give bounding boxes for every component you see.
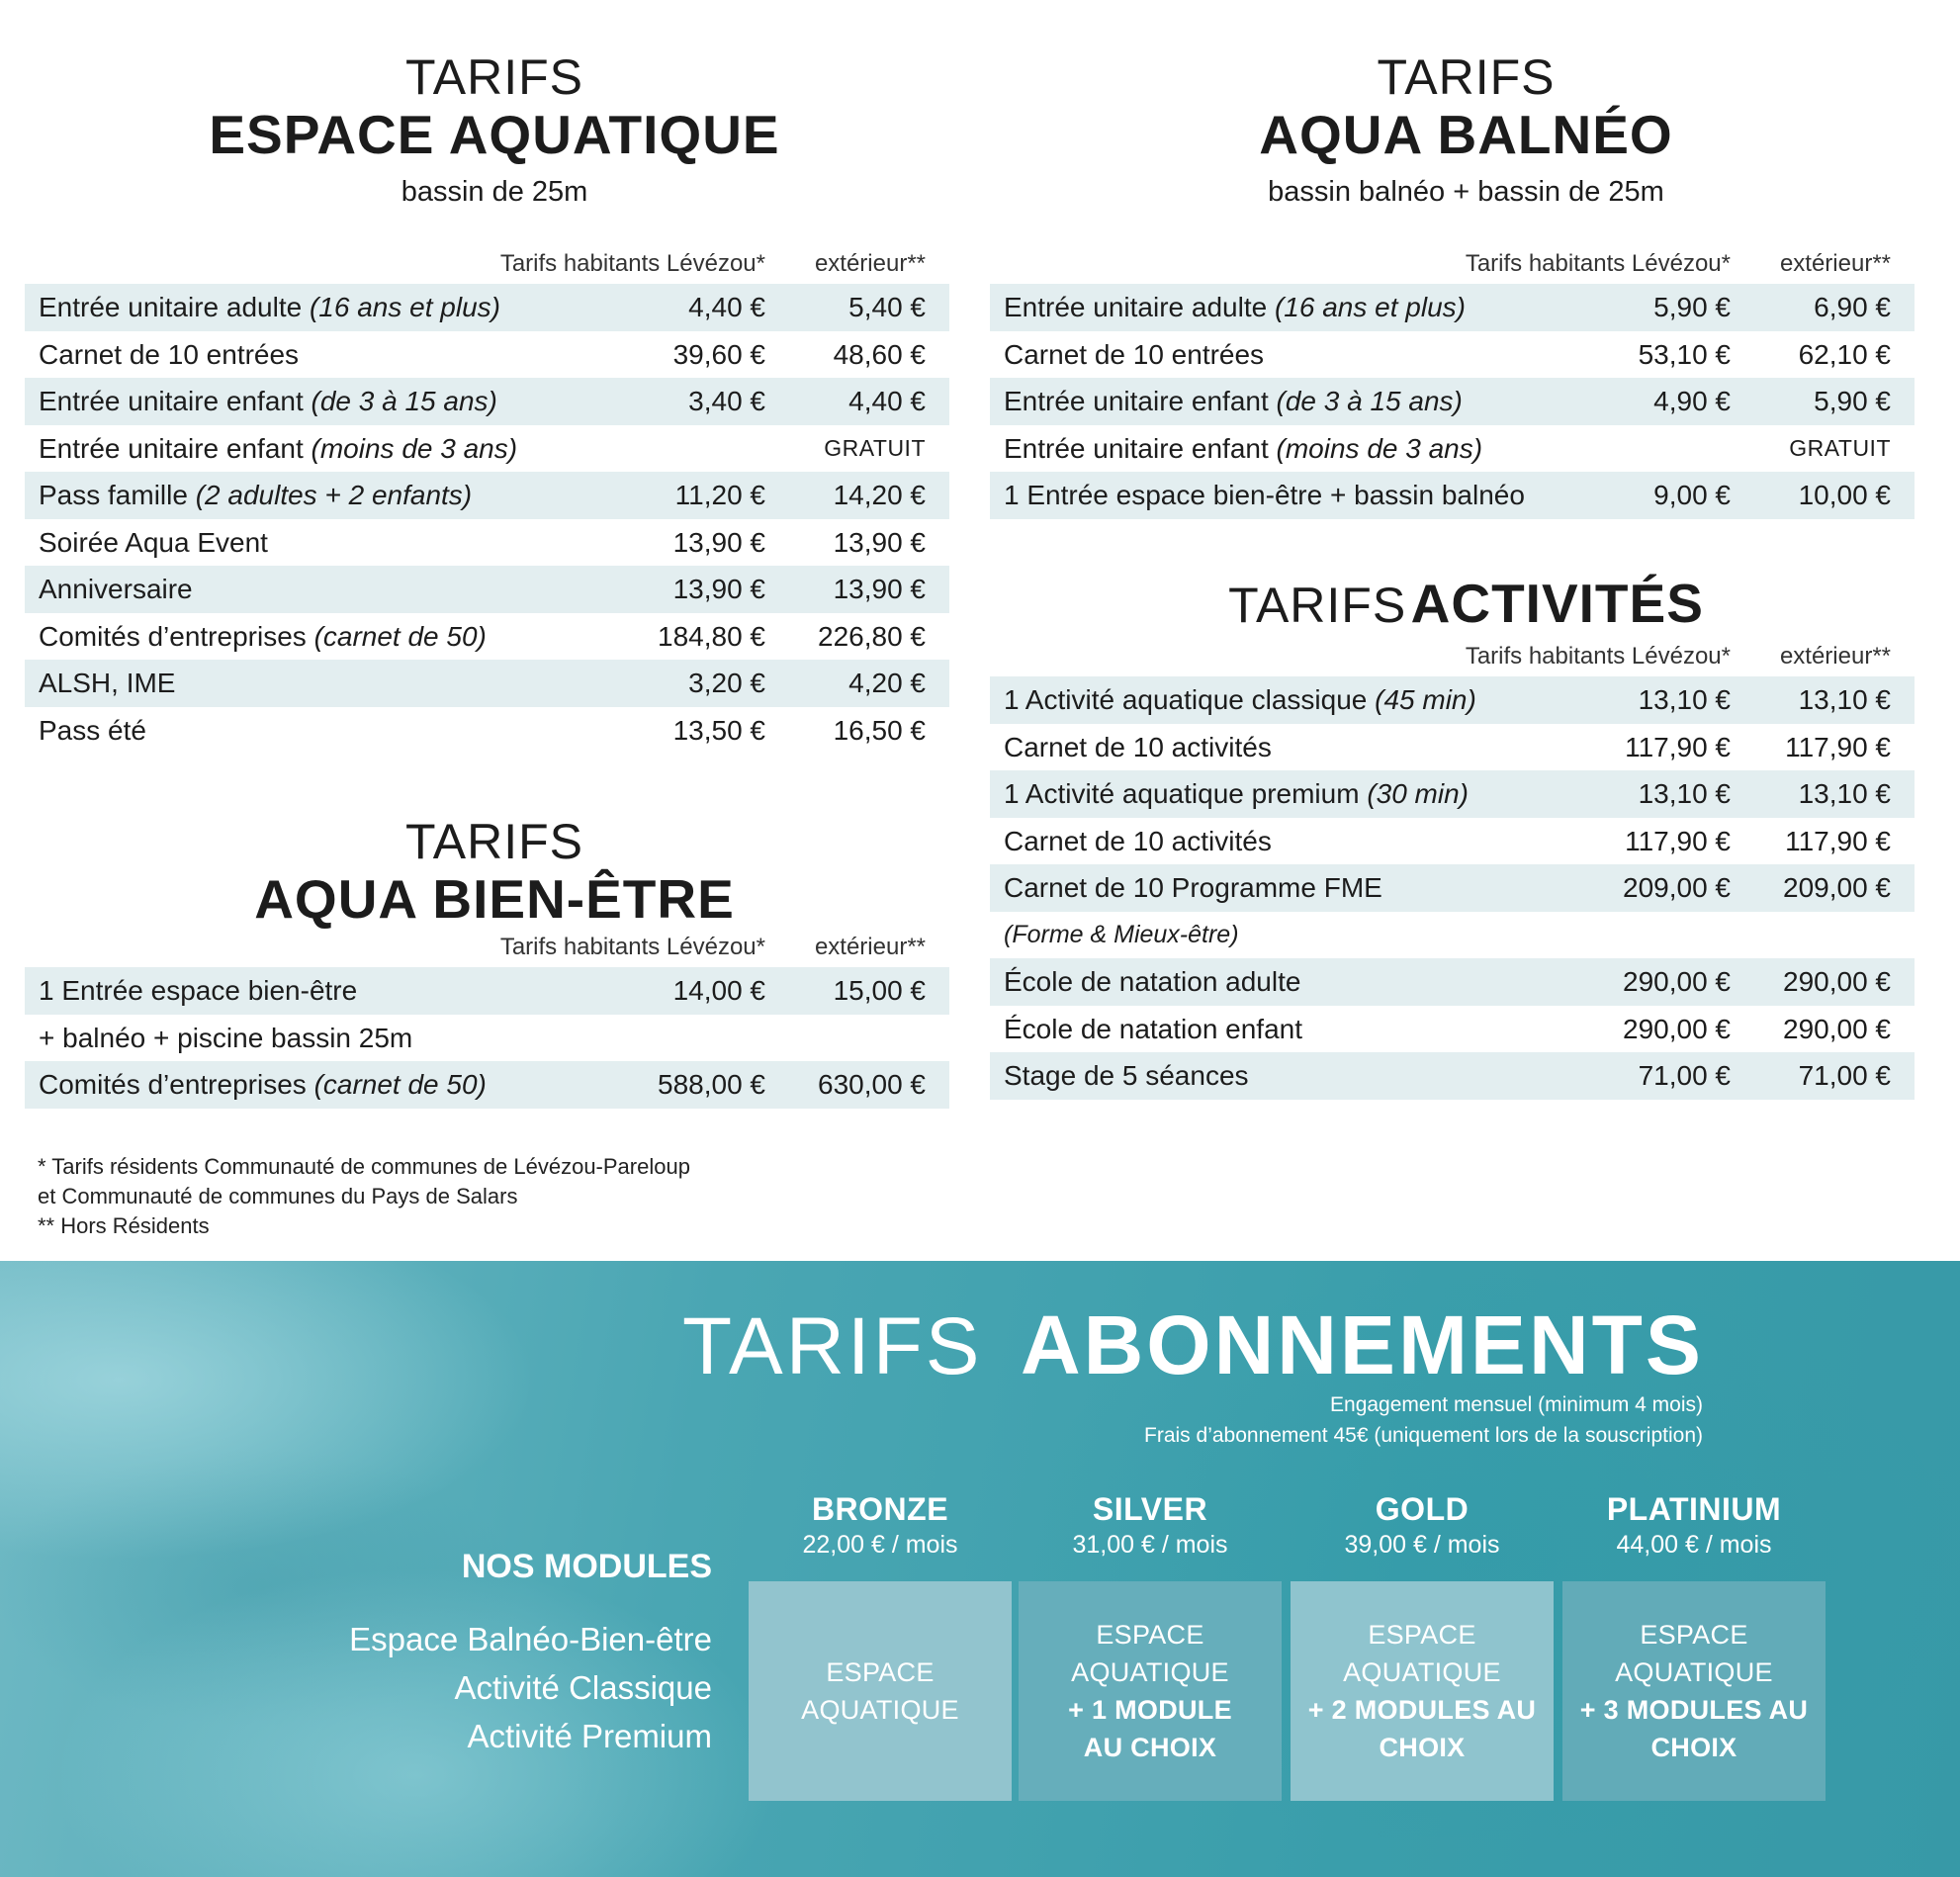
row-label: 1 Entrée espace bien-être + bassin balnéo xyxy=(1004,480,1525,510)
row-label: Soirée Aqua Event xyxy=(39,526,268,558)
tier-line: AQUATIQUE xyxy=(1071,1657,1229,1687)
footnotes xyxy=(38,1152,690,1241)
row-note: (16 ans et plus) xyxy=(309,292,500,322)
price-exterior: 15,00 € xyxy=(833,975,926,1006)
espace-aquatique-table xyxy=(25,250,949,754)
table-header xyxy=(990,250,1915,284)
price-residents: 3,40 € xyxy=(688,386,765,416)
price-residents: 5,90 € xyxy=(1653,292,1731,322)
tier-gold-header xyxy=(1291,1490,1554,1562)
tier-gold-box xyxy=(1291,1581,1554,1801)
price-exterior: 117,90 € xyxy=(1785,731,1891,762)
table-row xyxy=(990,958,1915,1006)
row-label: Entrée unitaire enfant xyxy=(39,386,304,416)
aqua-balneo-title-light: TARIFS xyxy=(1377,49,1556,105)
footnote-exterior: ** Hors Résidents xyxy=(38,1213,210,1238)
row-note: (moins de 3 ans) xyxy=(311,432,518,464)
price-exterior: GRATUIT xyxy=(1789,434,1891,461)
espace-aquatique-subtitle: bassin de 25m xyxy=(401,176,588,208)
price-residents: 13,90 € xyxy=(672,526,765,558)
row-label: Comités d’entreprises xyxy=(39,1069,307,1100)
row-note: (moins de 3 ans) xyxy=(1276,432,1483,464)
row-label: Carnet de 10 Programme FME xyxy=(1004,872,1382,903)
row-label: Comités d’entreprises xyxy=(39,620,307,652)
table-header xyxy=(25,934,949,967)
row-label: Carnet de 10 entrées xyxy=(39,338,300,370)
price-residents: 3,20 € xyxy=(688,668,765,698)
tier-module-line: + 2 MODULES AU xyxy=(1307,1695,1537,1725)
row-label: 1 Entrée espace bien-être xyxy=(39,975,358,1006)
row-note: (45 min) xyxy=(1375,684,1476,715)
aqua-balneo-subtitle: bassin balnéo + bassin de 25m xyxy=(1268,176,1664,208)
aqua-bien-etre-title xyxy=(25,814,964,929)
price-residents: 13,50 € xyxy=(672,714,765,746)
row-label: 1 Activité aquatique classique xyxy=(1004,684,1368,715)
row-note: (de 3 à 15 ans) xyxy=(1276,386,1463,416)
table-row xyxy=(990,284,1915,331)
tier-line: AQUATIQUE xyxy=(801,1695,959,1725)
price-residents: 4,40 € xyxy=(688,292,765,322)
row-label: Entrée unitaire adulte xyxy=(39,292,303,322)
aqua-bien-etre-title-light: TARIFS xyxy=(404,814,584,869)
tier-line: AQUATIQUE xyxy=(1615,1657,1773,1687)
table-row xyxy=(990,770,1915,818)
price-residents: 290,00 € xyxy=(1623,966,1731,997)
activites-title-bold: ACTIVITÉS xyxy=(1410,573,1704,634)
activites-title xyxy=(989,574,1943,648)
row-label: Pass été xyxy=(39,714,146,746)
price-exterior: 117,90 € xyxy=(1785,825,1891,856)
row-note: (30 min) xyxy=(1367,778,1470,809)
row-note: (16 ans et plus) xyxy=(1274,292,1466,322)
tier-name: PLATINIUM xyxy=(1606,1491,1782,1527)
price-exterior: 290,00 € xyxy=(1783,966,1891,997)
table-row xyxy=(990,1052,1915,1100)
row-label: École de natation enfant xyxy=(1004,1013,1303,1044)
table-row xyxy=(25,707,949,755)
price-residents: 53,10 € xyxy=(1638,338,1731,370)
tier-module-line: + 1 MODULE xyxy=(1068,1695,1232,1725)
tier-line: ESPACE xyxy=(826,1657,935,1687)
module-item: Espace Balnéo-Bien-être xyxy=(349,1621,712,1657)
tier-module-line: CHOIX xyxy=(1379,1733,1466,1762)
price-exterior: 71,00 € xyxy=(1798,1060,1891,1091)
aqua-bien-etre-table xyxy=(25,934,949,1109)
engagement-note: Engagement mensuel (minimum 4 mois) xyxy=(1330,1393,1703,1416)
table-row xyxy=(25,1015,949,1062)
price-exterior: 13,90 € xyxy=(833,526,926,558)
row-note: (carnet de 50) xyxy=(313,620,487,652)
price-residents: 290,00 € xyxy=(1623,1013,1731,1044)
price-exterior: 630,00 € xyxy=(818,1069,926,1100)
price-exterior: 5,40 € xyxy=(848,292,926,322)
tier-silver-header xyxy=(1019,1490,1282,1562)
tier-bronze-box xyxy=(749,1581,1012,1801)
tier-name: GOLD xyxy=(1375,1491,1470,1527)
tier-bronze-header xyxy=(749,1490,1012,1562)
aqua-balneo-title xyxy=(989,49,1943,209)
price-residents: 13,10 € xyxy=(1638,684,1731,715)
price-residents: 209,00 € xyxy=(1623,872,1731,903)
price-residents: 9,00 € xyxy=(1653,480,1731,510)
price-exterior: 226,80 € xyxy=(818,620,926,652)
abonnements-title-light: TARIFS xyxy=(682,1301,983,1391)
table-row xyxy=(25,566,949,613)
price-exterior: 48,60 € xyxy=(833,338,926,370)
table-header xyxy=(990,643,1915,676)
tier-silver-box xyxy=(1019,1581,1282,1801)
price-exterior: 16,50 € xyxy=(833,714,926,746)
col-header-residents: Tarifs habitants Lévézou* xyxy=(499,250,765,277)
tier-line: ESPACE xyxy=(1096,1620,1204,1650)
table-row xyxy=(990,912,1915,959)
col-header-residents: Tarifs habitants Lévézou* xyxy=(1465,643,1731,670)
tier-price: 44,00 € / mois xyxy=(1616,1531,1772,1559)
col-header-residents: Tarifs habitants Lévézou* xyxy=(1465,250,1731,277)
table-row xyxy=(25,472,949,519)
price-residents: 117,90 € xyxy=(1625,825,1731,856)
price-exterior: 6,90 € xyxy=(1814,292,1891,322)
tier-price: 22,00 € / mois xyxy=(802,1531,958,1559)
price-residents: 39,60 € xyxy=(672,338,765,370)
price-exterior: 14,20 € xyxy=(833,480,926,510)
table-row xyxy=(25,613,949,661)
row-label: Anniversaire xyxy=(39,574,193,604)
footnote-residents: * Tarifs résidents Communauté de communes de Lévézou-Pareloup xyxy=(38,1154,690,1179)
row-label: École de natation adulte xyxy=(1004,966,1301,997)
activites-table xyxy=(990,643,1915,1100)
aqua-balneo-title-bold: AQUA BALNÉO xyxy=(1259,104,1673,165)
table-row xyxy=(25,425,949,473)
row-label: + balnéo + piscine bassin 25m xyxy=(39,1022,413,1053)
row-label: Entrée unitaire enfant xyxy=(1004,432,1269,464)
table-row xyxy=(25,331,949,379)
row-label: Entrée unitaire enfant xyxy=(39,432,304,464)
table-row xyxy=(25,1061,949,1109)
table-row xyxy=(25,519,949,567)
tier-price: 39,00 € / mois xyxy=(1344,1531,1500,1559)
row-label: 1 Activité aquatique premium xyxy=(1004,778,1360,809)
table-row xyxy=(25,660,949,707)
price-exterior: 10,00 € xyxy=(1798,480,1891,510)
table-row xyxy=(990,378,1915,425)
table-row xyxy=(25,378,949,425)
table-row xyxy=(990,331,1915,379)
price-residents: 11,20 € xyxy=(674,480,765,510)
price-exterior: 62,10 € xyxy=(1798,338,1891,370)
price-exterior: 13,10 € xyxy=(1798,684,1891,715)
row-note: (carnet de 50) xyxy=(313,1069,487,1100)
row-label: Entrée unitaire adulte xyxy=(1004,292,1268,322)
footnote-residents-cont: et Communauté de communes du Pays de Salars xyxy=(38,1184,518,1208)
table-row xyxy=(990,472,1915,519)
price-residents: 71,00 € xyxy=(1638,1060,1731,1091)
espace-aquatique-title xyxy=(25,49,964,209)
table-header xyxy=(25,250,949,284)
espace-aquatique-title-light: TARIFS xyxy=(404,49,584,105)
price-exterior: 4,20 € xyxy=(848,668,926,698)
price-residents: 117,90 € xyxy=(1625,731,1731,762)
col-header-exterior: extérieur** xyxy=(814,934,926,960)
modules-title: NOS MODULES xyxy=(461,1548,712,1585)
activites-title-light: TARIFS xyxy=(1228,578,1407,633)
col-header-residents: Tarifs habitants Lévézou* xyxy=(499,934,765,960)
tier-line: ESPACE xyxy=(1368,1620,1476,1650)
price-residents: 184,80 € xyxy=(658,620,765,652)
price-exterior: 4,40 € xyxy=(848,386,926,416)
module-item: Activité Classique xyxy=(454,1669,712,1706)
module-item: Activité Premium xyxy=(467,1718,712,1754)
abonnements-title-bold: ABONNEMENTS xyxy=(1020,1298,1704,1391)
fees-note: Frais d’abonnement 45€ (uniquement lors de la souscription) xyxy=(1144,1424,1703,1447)
tier-platinium-header xyxy=(1562,1490,1826,1562)
tier-module-line: CHOIX xyxy=(1650,1733,1737,1762)
tier-name: BRONZE xyxy=(811,1491,949,1527)
price-residents: 4,90 € xyxy=(1653,386,1731,416)
row-label: Carnet de 10 activités xyxy=(1004,731,1272,762)
table-row xyxy=(990,425,1915,473)
row-note: (2 adultes + 2 enfants) xyxy=(195,480,473,510)
table-row xyxy=(990,818,1915,865)
price-exterior: GRATUIT xyxy=(824,434,926,461)
aqua-balneo-table xyxy=(990,250,1915,519)
col-header-exterior: extérieur** xyxy=(1779,643,1891,670)
row-label: Stage de 5 séances xyxy=(1004,1060,1249,1091)
row-label: ALSH, IME xyxy=(39,668,176,698)
price-residents: 13,10 € xyxy=(1638,778,1731,809)
tier-line: ESPACE xyxy=(1640,1620,1748,1650)
price-exterior: 13,10 € xyxy=(1798,778,1891,809)
price-residents: 588,00 € xyxy=(658,1069,765,1100)
row-note: (Forme & Mieux-être) xyxy=(1004,920,1239,948)
tier-module-line: AU CHOIX xyxy=(1083,1733,1217,1762)
table-row xyxy=(990,724,1915,771)
row-label: Entrée unitaire enfant xyxy=(1004,386,1269,416)
tier-platinium-box xyxy=(1562,1581,1826,1801)
col-header-exterior: extérieur** xyxy=(814,250,926,277)
price-exterior: 5,90 € xyxy=(1814,386,1891,416)
table-row xyxy=(990,676,1915,724)
tier-price: 31,00 € / mois xyxy=(1072,1531,1228,1559)
table-row xyxy=(990,864,1915,912)
row-label: Pass famille xyxy=(39,480,188,510)
aqua-bien-etre-title-bold: AQUA BIEN-ÊTRE xyxy=(254,868,735,930)
price-residents: 13,90 € xyxy=(672,574,765,604)
tier-module-line: + 3 MODULES AU xyxy=(1579,1695,1809,1725)
table-row xyxy=(25,284,949,331)
row-note: (de 3 à 15 ans) xyxy=(311,386,497,416)
row-label: Carnet de 10 activités xyxy=(1004,825,1272,856)
price-exterior: 209,00 € xyxy=(1783,872,1891,903)
espace-aquatique-title-bold: ESPACE AQUATIQUE xyxy=(209,104,780,165)
abonnements-band xyxy=(0,1261,1960,1877)
price-exterior: 13,90 € xyxy=(833,574,926,604)
table-row xyxy=(25,967,949,1015)
price-residents: 14,00 € xyxy=(672,975,765,1006)
tier-line: AQUATIQUE xyxy=(1343,1657,1501,1687)
price-exterior: 290,00 € xyxy=(1783,1013,1891,1044)
tier-name: SILVER xyxy=(1092,1491,1208,1527)
col-header-exterior: extérieur** xyxy=(1779,250,1891,277)
table-row xyxy=(990,1006,1915,1053)
row-label: Carnet de 10 entrées xyxy=(1004,338,1265,370)
